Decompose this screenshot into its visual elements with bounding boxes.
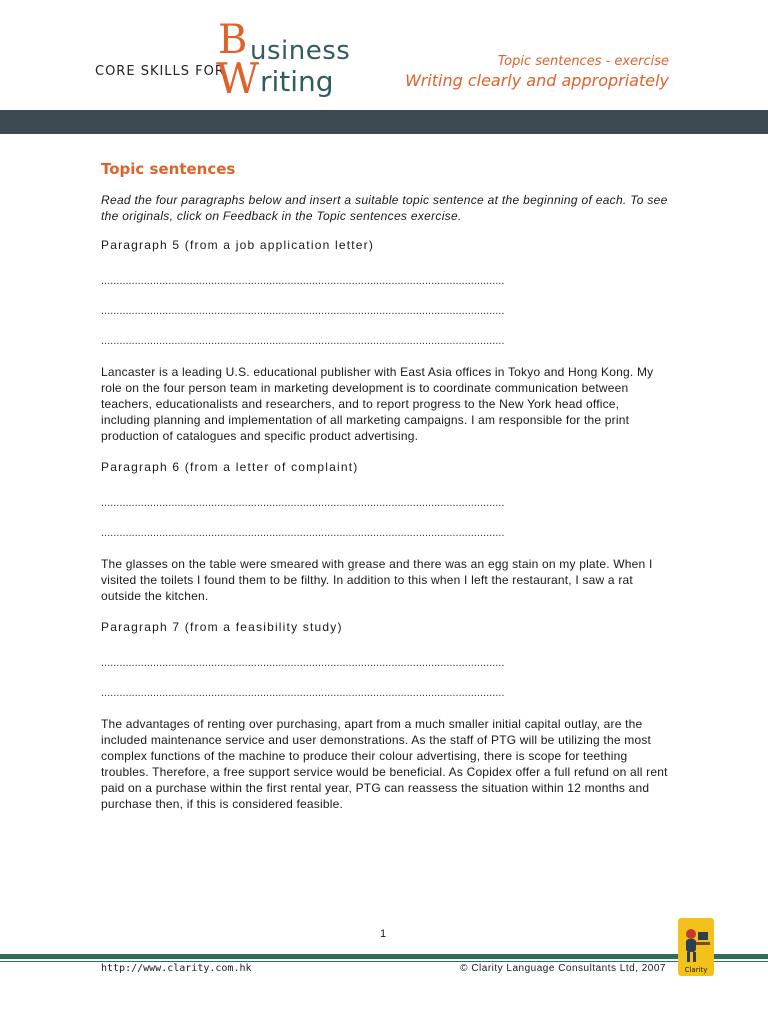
website-link[interactable]: http://www.clarity.com.hk bbox=[101, 963, 252, 974]
answer-line[interactable]: .................................................................................................................................... bbox=[101, 335, 505, 347]
answer-line[interactable]: .................................................................................................................................... bbox=[101, 687, 505, 699]
logo-word-riting: riting bbox=[260, 65, 334, 98]
paragraph-5-label: Paragraph 5 (from a job application letter) bbox=[101, 238, 375, 252]
exercise-label: Topic sentences - exercise bbox=[497, 54, 669, 69]
footer-rule-thick bbox=[0, 954, 768, 959]
answer-line[interactable]: .................................................................................................................................... bbox=[101, 657, 505, 669]
answer-line[interactable]: .................................................................................................................................... bbox=[101, 305, 505, 317]
paragraph-7-label: Paragraph 7 (from a feasibility study) bbox=[101, 620, 343, 634]
clarity-logo-icon bbox=[678, 918, 714, 976]
paragraph-6-label: Paragraph 6 (from a letter of complaint) bbox=[101, 460, 359, 474]
header-bar bbox=[0, 110, 768, 134]
core-skills-label: CORE SKILLS FOR bbox=[95, 64, 225, 79]
logo-word-usiness: usiness bbox=[250, 36, 351, 66]
clarity-logo-text: Clarity bbox=[684, 966, 708, 974]
paragraph-5-text: Lancaster is a leading U.S. educational publisher with East Asia offices in Tokyo and Hong Kong. My role on the four person team in marketing development is to coordinate communication between teachers, educationalists and researchers, and to report progress to the New York head office, including planning and implementation of all marketing campaigns. I am responsible for the print production of catalogues and specific product advertising. bbox=[101, 365, 654, 443]
logo-letter-b: B bbox=[218, 17, 248, 63]
exercise-subtitle: Writing clearly and appropriately bbox=[405, 71, 669, 90]
business-writing-logo bbox=[216, 17, 391, 103]
paragraph-7-text: The advantages of renting over purchasing, apart from a much smaller initial capital outlay, are the included maintenance service and user demonstrations. As the staff of PTG will be utilizing the most complex functions of the machine to produce their colour advertising, there is scope for teething troubles. Therefore, a free support service would be beneficial. As Copidex offer a full refund on all rent paid on a purchase within the first rental year, PTG can reassess the situation within 12 months and purchase then, if this is considered feasible. bbox=[101, 717, 668, 811]
instructions: Read the four paragraphs below and insert a suitable topic sentence at the beginning of each. To see the originals, click on Feedback in the Topic sentences exercise. bbox=[101, 193, 668, 223]
copyright-notice: © Clarity Language Consultants Ltd, 2007 bbox=[460, 963, 666, 974]
paragraph-6-text: The glasses on the table were smeared with grease and there was an egg stain on my plate. When I visited the toilets I found them to be filthy. In addition to this when I left the restaurant, I saw a rat outside the kitchen. bbox=[101, 557, 653, 603]
page-number: 1 bbox=[380, 928, 387, 940]
footer-rule-thin bbox=[0, 961, 768, 962]
section-title: Topic sentences bbox=[101, 160, 236, 178]
answer-line[interactable]: .................................................................................................................................... bbox=[101, 275, 505, 287]
answer-line[interactable]: .................................................................................................................................... bbox=[101, 527, 505, 539]
document-content bbox=[101, 160, 669, 812]
page-header bbox=[0, 0, 768, 110]
logo-letter-w: W bbox=[216, 54, 260, 103]
answer-line[interactable]: .................................................................................................................................... bbox=[101, 497, 505, 509]
